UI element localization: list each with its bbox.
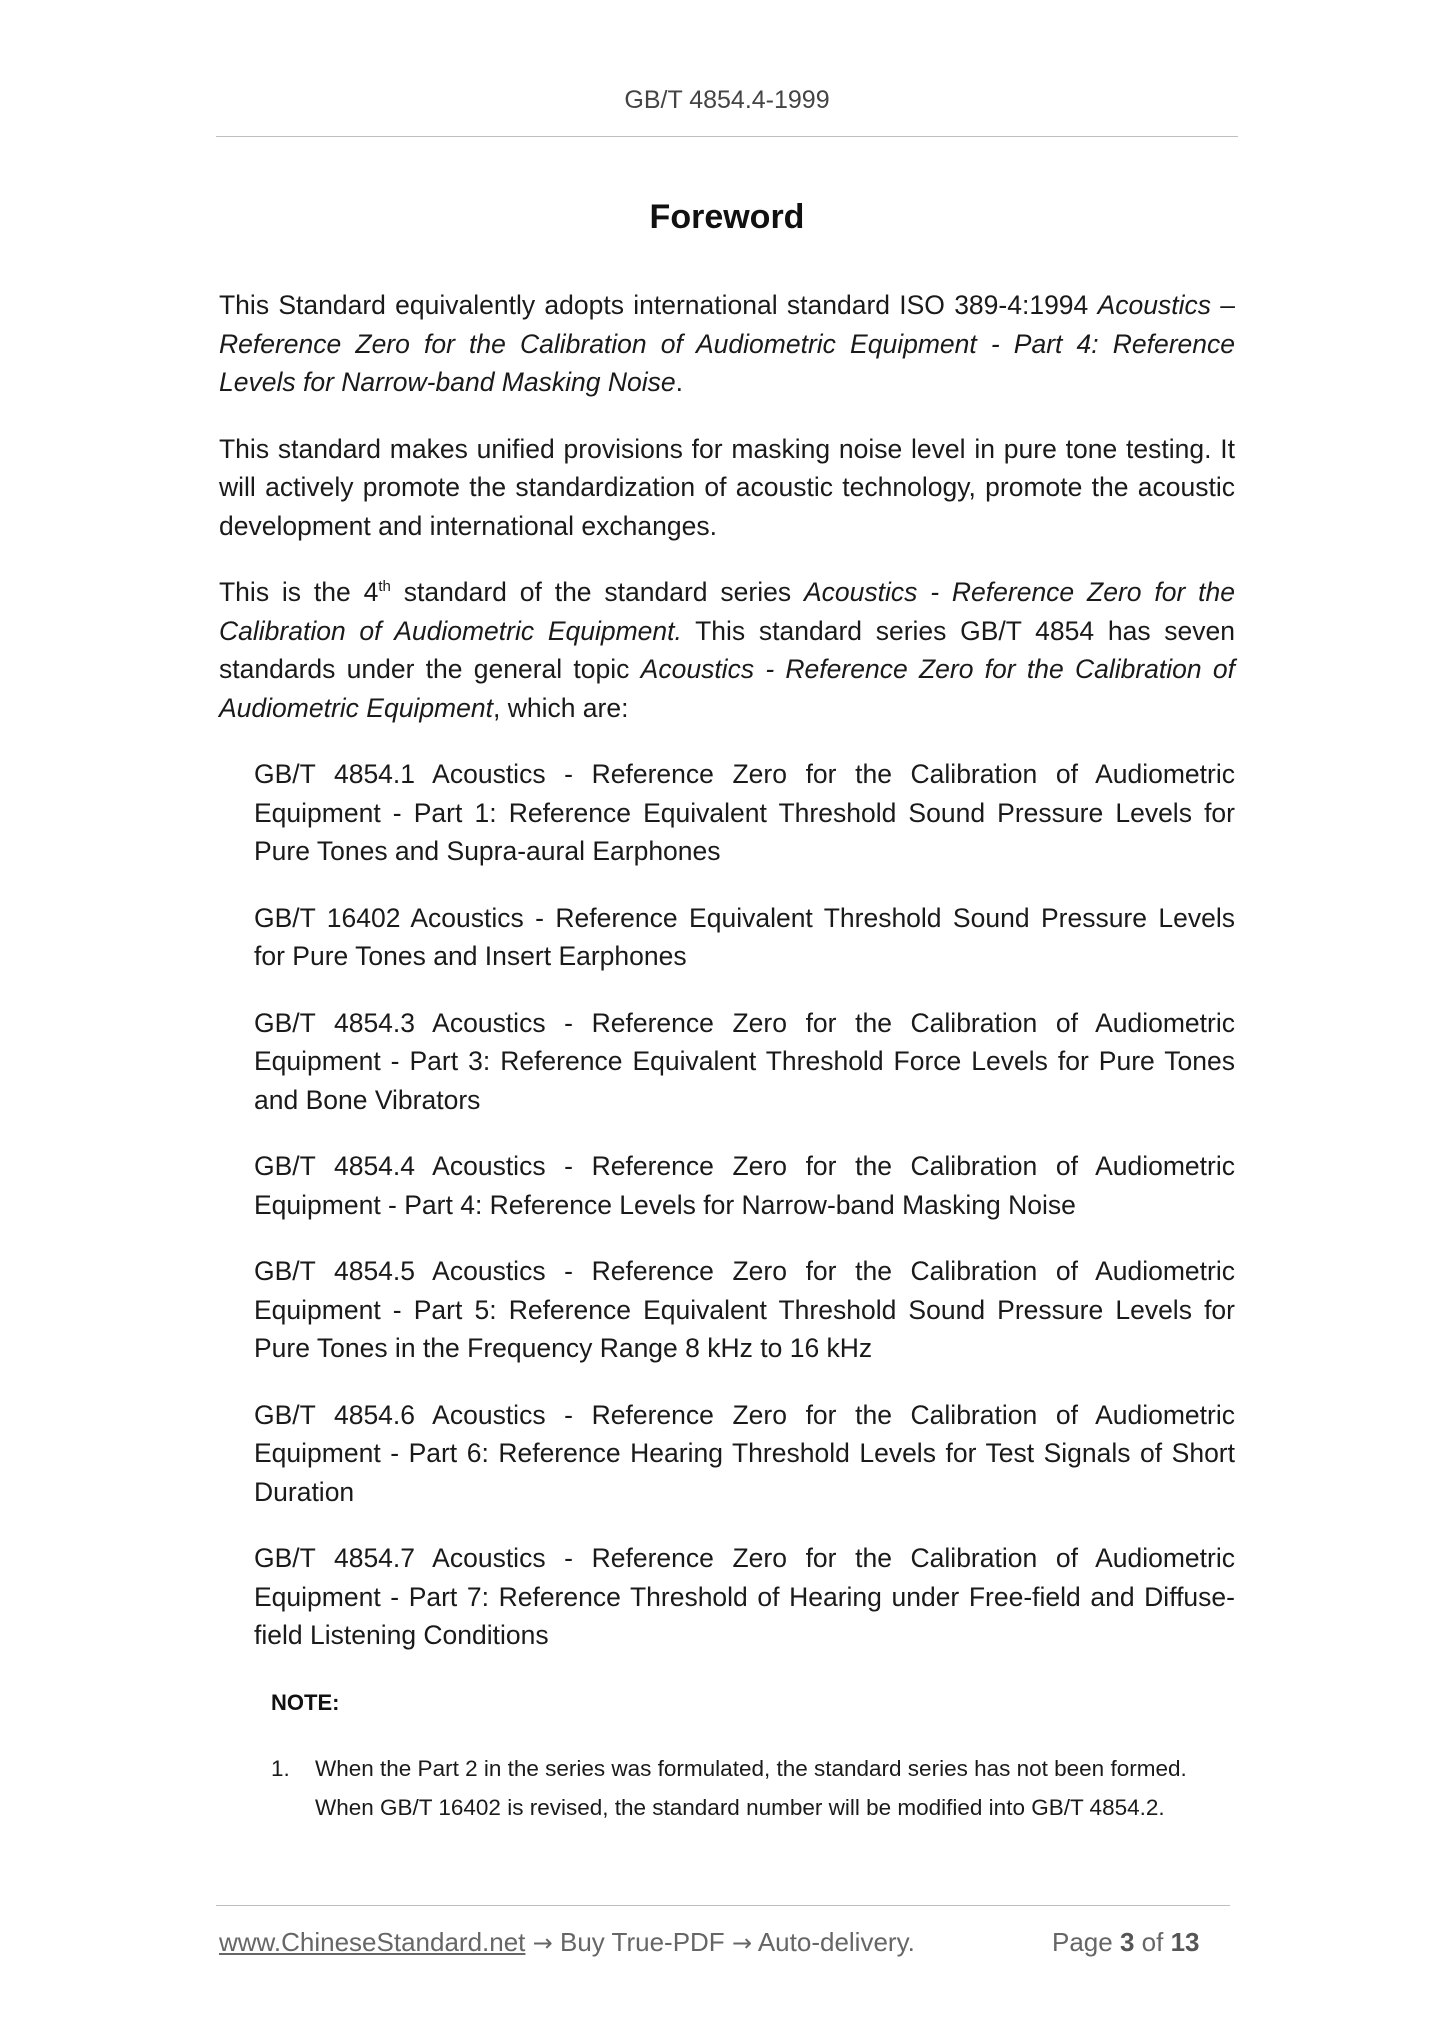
paragraph-series-text-2: standard of the standard series <box>390 577 804 607</box>
paragraph-series-title-1: Acoustics - Reference Zero for the Calibration of Audiometric Equipment. <box>219 577 1236 646</box>
note-item-number: 1. <box>271 1756 290 1781</box>
header-divider <box>216 136 1238 137</box>
standard-series-list <box>219 755 1235 1655</box>
ordinal-suffix: th <box>378 578 391 596</box>
series-item-part-7: GB/T 4854.7 Acoustics - Reference Zero for the Calibration of Audiometric Equipment - Part 7: Reference Threshold of Hearing under Free-field and Diffuse-field Listening Conditions <box>254 1543 1235 1650</box>
series-item-part-1: GB/T 4854.1 Acoustics - Reference Zero for the Calibration of Audiometric Equipment - Part 1: Reference Equivalent Threshold Sound Pressure Levels for Pure Tones and Supra-aural Earphones <box>254 759 1235 866</box>
series-item-part-4: GB/T 4854.4 Acoustics - Reference Zero for the Calibration of Audiometric Equipment - Part 4: Reference Levels for Narrow-band Masking Noise <box>254 1151 1235 1220</box>
paragraph-series-title-2: Acoustics - Reference Zero for the Calibration of Audiometric Equipment <box>219 654 1236 723</box>
note-item-text: When the Part 2 in the series was formulated, the standard series has not been formed. When GB/T 16402 is revised, the standard number will be modified into GB/T 4854.2. <box>315 1756 1187 1820</box>
page-title: Foreword <box>649 198 805 236</box>
paragraph-series-text-4: , which are: <box>492 692 629 723</box>
site-link[interactable]: www.ChineseStandard.net <box>219 1927 526 1957</box>
page-word: Page <box>1052 1927 1113 1957</box>
of-word: of <box>1141 1927 1164 1957</box>
arrow-right-icon: → <box>731 1929 753 1957</box>
delivery-text: Auto-delivery. <box>757 1927 915 1957</box>
arrow-right-icon: → <box>532 1929 553 1957</box>
paragraph-series-text-1: This is the 4 <box>219 577 379 607</box>
paragraph-series-text-3: This standard series GB/T 4854 has seven standards under the general topic <box>219 615 1235 684</box>
note-label: NOTE: <box>271 1690 340 1715</box>
page-total: 13 <box>1170 1927 1200 1957</box>
paragraph-adoption-end: . <box>675 367 683 397</box>
document-code-header: GB/T 4854.4-1999 <box>624 86 830 114</box>
series-item-part-3: GB/T 4854.3 Acoustics - Reference Zero for the Calibration of Audiometric Equipment - Part 3: Reference Equivalent Threshold Force Levels for Pure Tones and Bone Vibrators <box>254 1007 1235 1115</box>
paragraph-adoption-title: Acoustics – Reference Zero for the Calibration of Audiometric Equipment - Part 4: Reference Levels for Narrow-band Masking Noise <box>219 290 1235 397</box>
paragraph-adoption-text: This Standard equivalently adopts international standard ISO 389-4:1994 <box>219 290 1098 320</box>
footer-promo <box>219 1927 915 1958</box>
foreword-body <box>219 286 1235 1683</box>
paragraph-provisions: This standard makes unified provisions for masking noise level in pure tone testing. It will actively promote the standardization of acoustic technology, promote the acoustic development and international exchanges. <box>219 433 1235 541</box>
series-item-part-2: GB/T 16402 Acoustics - Reference Equivalent Threshold Sound Pressure Levels for Pure Tones and Insert Earphones <box>254 902 1235 971</box>
paragraph-series <box>219 573 1235 727</box>
footer-divider <box>216 1905 1230 1906</box>
series-item-part-6: GB/T 4854.6 Acoustics - Reference Zero for the Calibration of Audiometric Equipment - Part 6: Reference Hearing Threshold Levels for Test Signals of Short Duration <box>254 1399 1235 1507</box>
series-item-part-5: GB/T 4854.5 Acoustics - Reference Zero for the Calibration of Audiometric Equipment - Part 5: Reference Equivalent Threshold Sound Pressure Levels for Pure Tones in the Frequency Range 8 kHz to 16 kHz <box>254 1256 1235 1363</box>
page-indicator <box>1052 1927 1200 1958</box>
note-item <box>271 1750 1241 1827</box>
paragraph-adoption <box>219 286 1235 402</box>
page-current: 3 <box>1119 1927 1135 1957</box>
buy-text: Buy True-PDF <box>559 1927 725 1957</box>
